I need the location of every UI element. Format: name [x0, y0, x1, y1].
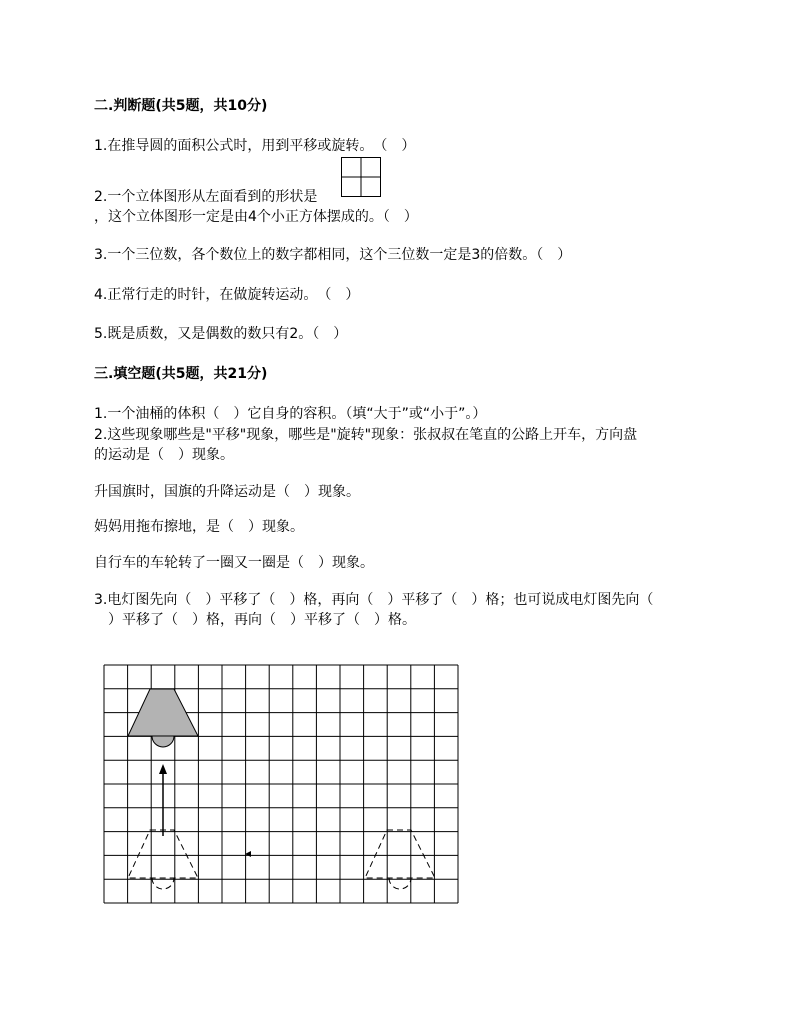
question-3-2-line3: 升国旗时，国旗的升降运动是（ ）现象。 — [94, 484, 360, 500]
section-2-heading: 二.判断题(共5题，共10分) — [94, 98, 268, 114]
left-view-shape-figure — [341, 157, 381, 197]
lamp-translation-grid-figure — [102, 664, 462, 906]
lamp-bulb — [152, 736, 174, 747]
lamp-dashed-left — [128, 830, 198, 889]
section-3-heading: 三.填空题(共5题，共21分) — [94, 366, 268, 382]
up-arrow — [159, 764, 167, 836]
question-2-2-part1: 2.一个立体图形从左面看到的形状是 — [94, 189, 318, 205]
lamp-solid — [128, 689, 198, 747]
question-3-2-line4: 妈妈用拖布擦地，是（ ）现象。 — [94, 519, 304, 535]
question-3-2-line2: 的运动是（ ）现象。 — [94, 447, 234, 463]
question-3-2-line1: 2.这些现象哪些是"平移"现象，哪些是"旋转"现象：张叔叔在笔直的公路上开车，方向盘 — [94, 427, 638, 443]
question-3-3-line1: 3.电灯图先向（ ）平移了（ ）格，再向（ ）平移了（ ）格；也可说成电灯图先向（ — [94, 592, 654, 608]
question-3-2-line5: 自行车的车轮转了一圈又一圈是（ ）现象。 — [94, 555, 374, 571]
question-2-2-part2: ，这个立体图形一定是由4个小正方体摆成的。（ ） — [94, 209, 418, 225]
question-2-5: 5.既是质数，又是偶数的数只有2。（ ） — [94, 326, 348, 342]
question-2-3: 3.一个三位数，各个数位上的数字都相同，这个三位数一定是3的倍数。（ ） — [94, 247, 572, 263]
question-2-4: 4.正常行走的时针，在做旋转运动。 （ ） — [94, 287, 360, 303]
question-3-1: 1.一个油桶的体积（ ）它自身的容积。（填“大于”或“小于”。） — [94, 406, 487, 422]
question-3-3-line2: ）平移了（ ）格，再向（ ）平移了（ ）格。 — [94, 612, 416, 628]
lamp-dashed-right — [365, 830, 435, 889]
question-2-1: 1.在推导圆的面积公式时，用到平移或旋转。 （ ） — [94, 138, 416, 154]
